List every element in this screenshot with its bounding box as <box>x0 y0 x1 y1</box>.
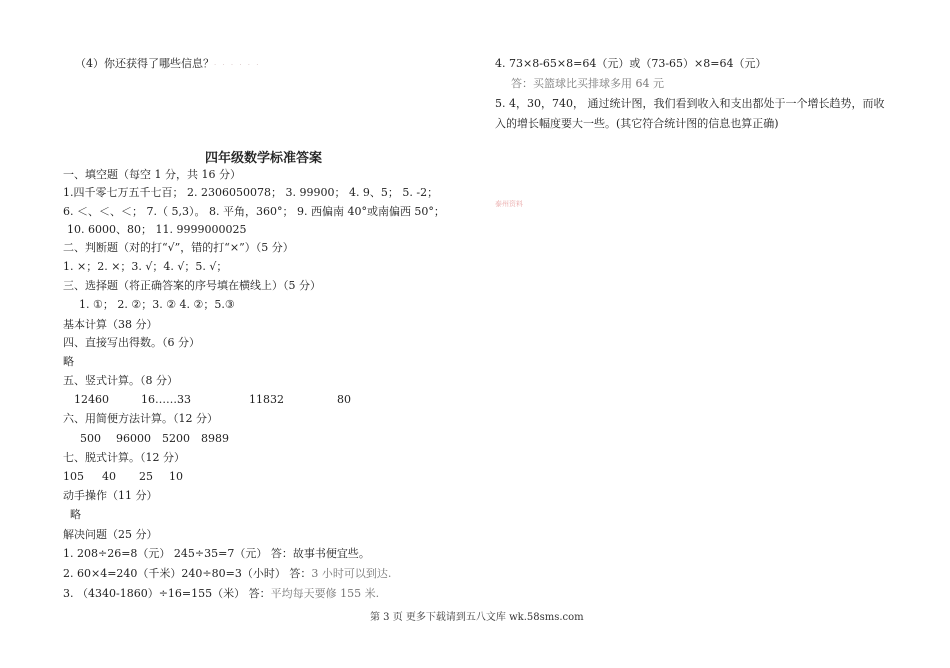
section5-heading: 五、竖式计算。（8 分） <box>63 374 178 387</box>
right-problem5-line1: 5. 4，30，740， 通过统计图，我们看到收入和支出都处于一个增长趋势，而收 <box>495 97 885 110</box>
section5-answer-1: 12460 <box>74 393 109 406</box>
problem2: 2. 60×4=240（千米）240÷80=3（小时） 答：3 小时可以到达. <box>63 567 392 580</box>
section6-answer-1: 500 <box>80 432 101 445</box>
section1-line1: 1.四千零七万五千七百； 2. 2306050078； 3. 99900； 4. 9、5； 5. -2； <box>63 186 439 199</box>
page-footer: 第 3 页 更多下载请到五八文库 wk.58sms.com <box>370 612 584 623</box>
section1-line2: 6. ＜、＜、＜； 7.（ 5,3）。 8. 平角，360°； 9. 西偏南 40°或南偏西 50°； <box>63 205 445 218</box>
problem3-answer: 平均每天要修 155 米. <box>270 587 380 600</box>
solve-heading: 解决问题（25 分） <box>63 528 158 541</box>
section3-answers: 1. ①； 2. ②；3. ② 4. ②；5.③ <box>79 298 235 311</box>
section6-answer-3: 5200 <box>162 432 190 445</box>
section1-line3: 10. 6000、80； 11. 9999000025 <box>67 223 247 236</box>
section3-heading: 三、选择题（将正确答案的序号填在横线上）（5 分） <box>63 279 321 292</box>
section5-answer-3: 11832 <box>249 393 284 406</box>
operation-answer: 略 <box>70 508 81 521</box>
section7-answer-3: 25 <box>139 470 153 483</box>
section4-answer: 略 <box>63 355 74 368</box>
right-problem4-answer: 答：买篮球比买排球多用 64 元 <box>511 77 664 90</box>
section6-heading: 六、用简便方法计算。（12 分） <box>63 412 218 425</box>
watermark: 泰州资料 <box>495 200 523 208</box>
page-title: 四年级数学标准答案 <box>205 151 323 166</box>
section5-answer-4: 80 <box>337 393 351 406</box>
section7-answer-2: 40 <box>102 470 116 483</box>
section7-answer-4: 10 <box>169 470 183 483</box>
problem3: 3. （4340-1860）÷16=155（米） 答：平均每天要修 155 米. <box>63 587 380 600</box>
right-problem5-line2: 入的增长幅度要大一些。(其它符合统计图的信息也算正确) <box>495 117 779 130</box>
section2-answers: 1. ×；2. ×；3. √；4. √；5. √； <box>63 260 228 273</box>
right-problem4: 4. 73×8-65×8=64（元）或（73-65）×8=64（元） <box>495 57 767 70</box>
section7-answer-1: 105 <box>63 470 84 483</box>
problem2-answer: 3 小时可以到达. <box>311 567 392 580</box>
section6-answer-2: 96000 <box>116 432 151 445</box>
faint-dots: · · · · · · <box>214 61 261 69</box>
section6-answer-4: 8989 <box>201 432 229 445</box>
section1-heading: 一、填空题（每空 1 分，共 16 分） <box>63 168 241 181</box>
q4-prompt: （4）你还获得了哪些信息？· · · · · · <box>75 57 261 70</box>
section2-heading: 二、判断题（对的打“√”，错的打“×”）（5 分） <box>63 241 294 254</box>
problem1: 1. 208÷26=8（元） 245÷35=7（元） 答：故事书便宜些。 <box>63 547 370 560</box>
section7-heading: 七、脱式计算。（12 分） <box>63 451 185 464</box>
section5-answer-2: 16……33 <box>141 393 191 406</box>
operation-heading: 动手操作（11 分） <box>63 489 158 502</box>
calc-heading: 基本计算（38 分） <box>63 318 158 331</box>
section4-heading: 四、直接写出得数。（6 分） <box>63 336 200 349</box>
